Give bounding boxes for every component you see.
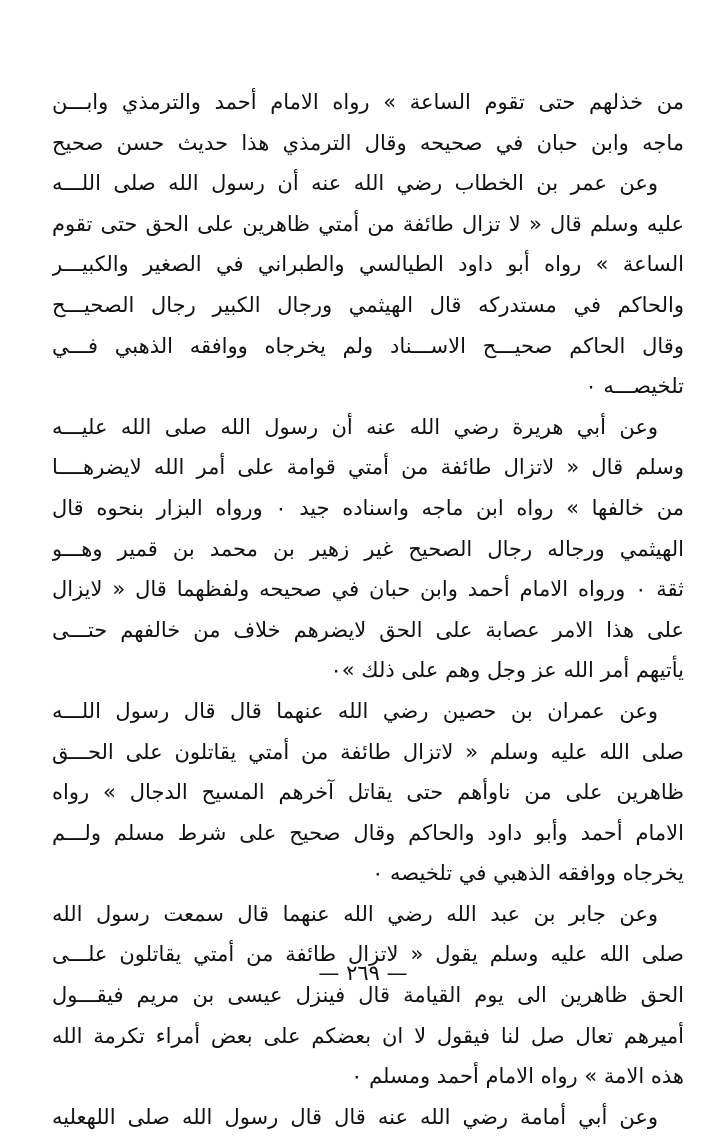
- text-line: الامام أحمد وأبو داود والحاكم وقال صحيح على شرط مسلم ولـــم: [52, 820, 684, 845]
- text-line: الساعة » رواه أبو داود الطيالسي والطبراني في الصغير والكبيـــر: [52, 252, 684, 277]
- text-line: وعن عمران بن حصين رضي الله عنهما قال قال رسول اللـــه: [52, 698, 658, 723]
- text-line: يخرجاه ووافقه الذهبي في تلخيصه ٠: [372, 861, 684, 886]
- text-line: الهيثمي ورجاله رجال الصحيح غير زهير بن محمد بن قمير وهـــو: [52, 536, 684, 561]
- text-line: وعن أبي هريرة رضي الله عنه أن رسول الله صلى الله عليـــه: [52, 414, 658, 439]
- text-line: وعن عمر بن الخطاب رضي الله عنه أن رسول الله صلى اللـــه: [52, 171, 658, 196]
- text-line: عليه وسلم قال « لا تزال طائفة من أمتي ظاهرين على الحق حتى تقوم: [52, 211, 684, 236]
- text-line: يأتيهم أمر الله عز وجل وهم على ذلك »٠: [330, 658, 684, 683]
- text-line: ظاهرين على من ناوأهم حتى يقاتل آخرهم المسيح الدجال » رواه: [52, 780, 684, 805]
- text-line: على هذا الامر عصابة على الحق لايضرهم خلاف من خالفهم حتـــى: [52, 617, 684, 642]
- text-line: من خالفها » رواه ابن ماجه واسناده جيد ٠ ورواه البزار بنحوه قال: [52, 495, 684, 520]
- text-line: والحاكم في مستدركه قال الهيثمي ورجال الكبير رجال الصحيـــح: [52, 292, 684, 317]
- text-line: ماجه وابن حبان في صحيحه وقال الترمذي هذا حديث حسن صحيح: [52, 130, 684, 155]
- text-line: صلى الله عليه وسلم يقول « لاتزال طائفة من أمتي يقاتلون علـــى: [52, 942, 684, 967]
- text-line: صلى الله عليه وسلم « لاتزال طائفة من أمتي يقاتلون على الحـــق: [52, 739, 684, 764]
- text-line: وعن جابر بن عبد الله رضي الله عنهما قال سمعت رسول الله: [52, 901, 658, 926]
- page-number: — ٢٦٩ —: [318, 961, 408, 985]
- text-line: وسلم قال « لاتزال طائفة من أمتي قوامة على أمر الله لايضرهــــا: [52, 455, 684, 480]
- text-line: وعن أبي أمامة رضي الله عنه قال قال رسول الله صلى اللهعليه: [52, 1104, 658, 1129]
- text-line: وقال الحاكم صحيـــح الاســـناد ولم يخرجاه ووافقه الذهبي فـــي: [52, 333, 684, 358]
- text-line: ثقة ٠ ورواه الامام أحمد وابن حبان في صحيحه ولفظهما قال « لايزال: [52, 577, 684, 602]
- text-line: هذه الامة » رواه الامام أحمد ومسلم ٠: [351, 1064, 684, 1089]
- text-line: أميرهم تعال صل لنا فيقول لا ان بعضكم على بعض أمراء تكرمة الله: [52, 1023, 684, 1048]
- text-line: من خذلهم حتى تقوم الساعة » رواه الامام أحمد والترمذي وابـــن: [52, 90, 684, 114]
- text-line: الحق ظاهرين الى يوم القيامة قال فينزل عيسى بن مريم فيقـــول: [52, 983, 684, 1008]
- text-line: تلخيصـــه ٠: [585, 374, 684, 399]
